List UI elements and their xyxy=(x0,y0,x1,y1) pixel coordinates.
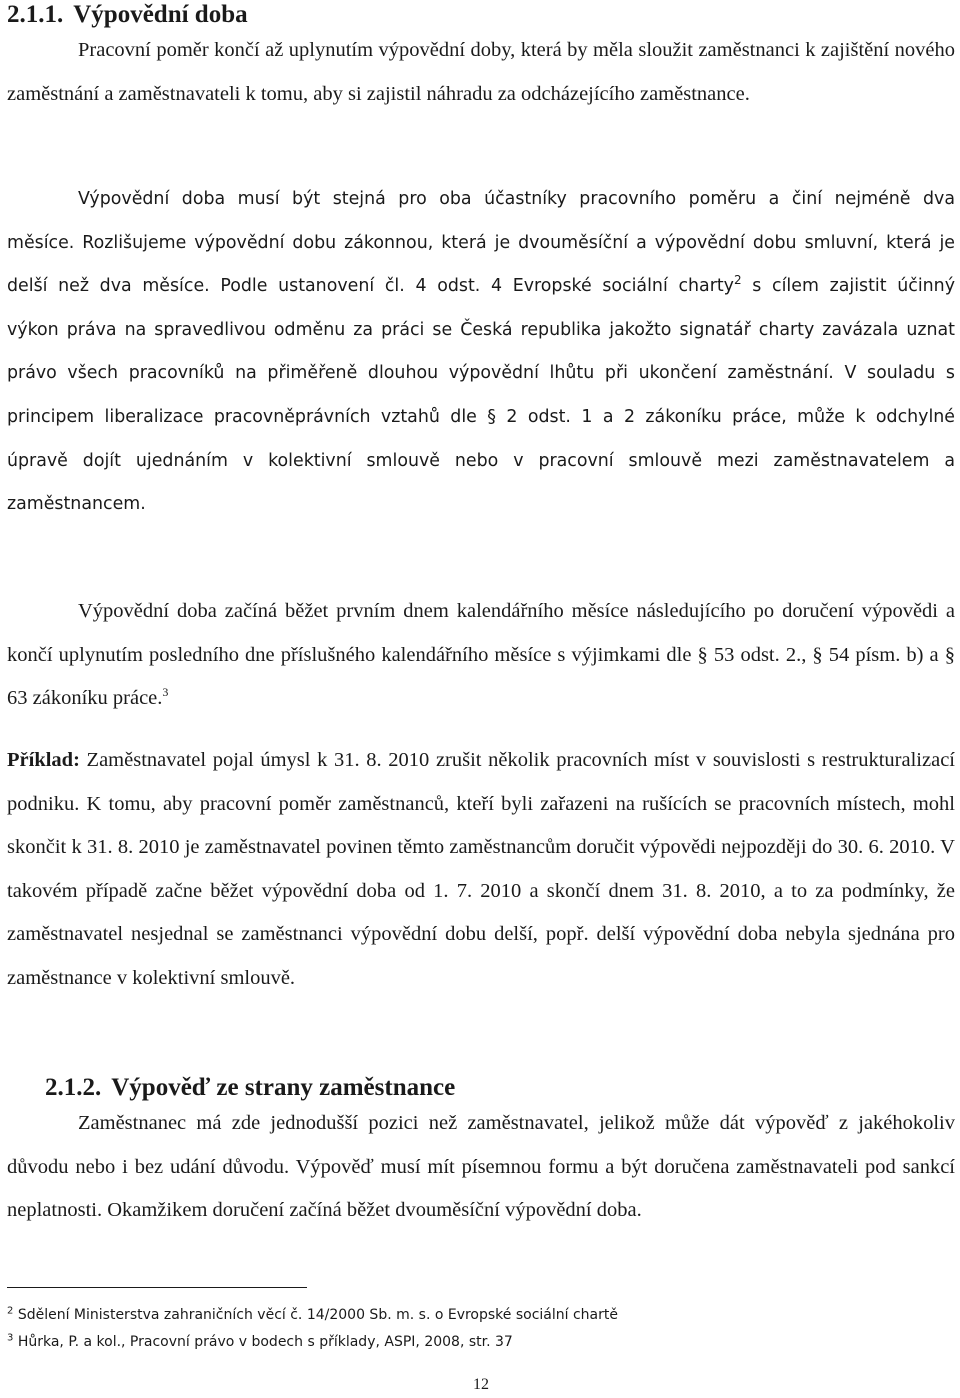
footnote-text: Sdělení Ministerstva zahraničních věcí č. 14/2000 Sb. m. s. o Evropské sociální chartě xyxy=(17,1307,618,1323)
paragraph-text: Výpovědní doba začíná běžet prvním dnem kalendářního měsíce následujícího po doručení výpovědi a končí uplynutím posledního dne příslušného kalendářního měsíce s výjimkami dle § 53 odst. 2., § 54 písm. b) a § 63 zákoníku práce. xyxy=(7,600,955,710)
page-number: 12 xyxy=(473,1376,489,1393)
section-title: Výpověď ze strany zaměstnance xyxy=(111,1074,456,1101)
paragraph-text: Výpovědní doba musí být stejná pro oba účastníky pracovního poměru a činí nejméně dva měsíce. Rozlišujeme výpovědní dobu zákonnou, která je dvouměsíční a výpovědní dobu smluvní, která je delší než dva měsíce. Podle ustanovení čl. 4 odst. 4 Evropské sociální charty xyxy=(7,189,955,297)
paragraph-notice-period-start xyxy=(7,590,955,721)
paragraph-notice-period-intro: Pracovní poměr končí až uplynutím výpovědní doby, která by měla sloužit zaměstnanci k zajištění nového zaměstnání a zaměstnavateli k tomu, aby si zajistil náhradu za odcházejícího zaměstnance. xyxy=(7,39,955,105)
paragraph-employee-notice: Zaměstnanec má zde jednodušší pozici než zaměstnavatel, jelikož může dát výpověď z jakéhokoliv důvodu nebo i bez udání důvodu. Výpověď musí mít písemnou formu a být doručena zaměstnavateli pod sankcí neplatnosti. Okamžikem doručení začíná běžet dvouměsíční výpovědní doba. xyxy=(7,1112,955,1222)
footnote-separator xyxy=(7,1287,307,1288)
footnote-number: 2 xyxy=(7,1305,14,1317)
section-heading-2-1-1 xyxy=(7,0,248,30)
footnote-text: Hůrka, P. a kol., Pracovní právo v bodech s příklady, ASPI, 2008, str. 37 xyxy=(17,1334,513,1350)
example-text: Zaměstnavatel pojal úmysl k 31. 8. 2010 zrušit několik pracovních míst v souvislosti s restrukturalizací podniku. K tomu, aby pracovní poměr zaměstnanců, kteří byli zařazeni na rušících se pracovních místech, mohl skončit k 31. 8. 2010 je zaměstnavatel povinen těmto zaměstnancům doručit výpovědi nejpozději do 30. 6. 2010. V takovém případě začne běžet výpovědní doba od 1. 7. 2010 a skončí dnem 31. 8. 2010, a to za podmínky, že zaměstnavatel nesjednal se zaměstnanci výpovědní dobu delší, popř. delší výpovědní doba nebyla sjednána pro zaměstnance v kolektivní smlouvě. xyxy=(7,749,955,989)
paragraph-notice-period-length xyxy=(7,178,955,527)
footnote-ref-3[interactable]: 3 xyxy=(162,685,169,700)
section-number: 2.1.1. xyxy=(7,1,64,28)
section-title: Výpovědní doba xyxy=(73,1,248,28)
paragraph-example xyxy=(7,739,955,1001)
footnote-ref-2[interactable]: 2 xyxy=(733,273,742,288)
example-label: Příklad: xyxy=(7,749,80,771)
paragraph-text-continued: s cílem zajistit účinný výkon práva na spravedlivou odměnu za práci se Česká republika jakožto signatář charty zavázala uznat právo všech pracovníků na přiměřeně dlouhou výpovědní lhůtu při ukončení zaměstnání. V souladu s principem liberalizace pracovněprávních vztahů dle § 2 odst. 1 a 2 zákoníku práce, může k odchylné úpravě dojít ujednáním v kolektivní smlouvě nebo v pracovní smlouvě mezi zaměstnavatelem a zaměstnancem. xyxy=(7,276,955,515)
section-heading-2-1-2 xyxy=(45,1073,455,1103)
footnote-number: 3 xyxy=(7,1332,14,1344)
footnote-3 xyxy=(7,1332,513,1352)
footnote-2 xyxy=(7,1305,618,1325)
section-number: 2.1.2. xyxy=(45,1074,102,1101)
